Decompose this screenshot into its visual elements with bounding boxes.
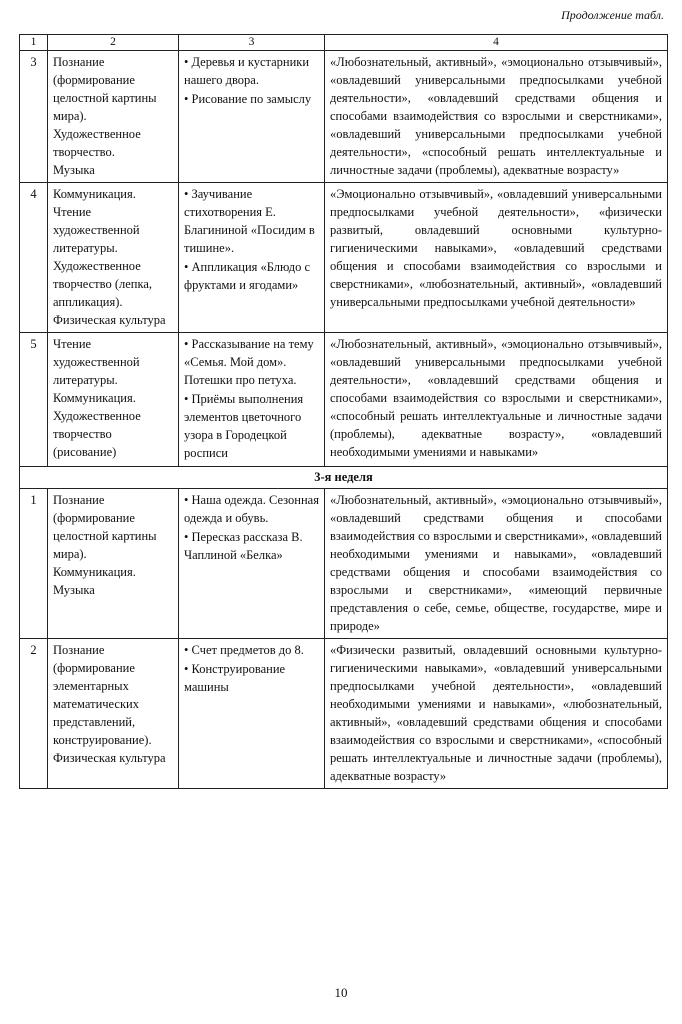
educational-areas-cell xyxy=(48,489,179,639)
activity-item: • Рисование по замыслу xyxy=(184,92,312,106)
continuation-label: Продолжение табл. xyxy=(561,8,664,22)
integrative-qualities-cell: «Физически развитый, овладевший основными культурно-гигиеническими навыками», «овладевший универсальными предпосылками учебной деятельности», «овладевший необходимыми умениями и навыками», «любознательный, активный», «овладевший средствами общения и способами взаимодействия со взрослыми и сверстниками», «способный решать интеллектуальные и личностные задачи (проблемы), адекватные возрасту» xyxy=(325,639,668,789)
header-col-2: 2 xyxy=(48,35,179,51)
integrative-qualities-cell: «Любознательный, активный», «эмоционально отзывчивый», «овладевший универсальными предпосылками учебной деятельности», «овладевший средствами общения и способами взаимодействия со взрослыми и сверстниками», «овладевший универсальными предпосылками учебной деятельности», «способный решать интеллектуальные и личностные задачи (проблемы), адекватные возрасту» xyxy=(325,51,668,183)
curriculum-table xyxy=(19,34,668,789)
area-item: Художественное творчество (рисование) xyxy=(53,409,141,459)
area-item: Художественное творчество (лепка, аппликация). xyxy=(53,259,153,309)
header-col-4: 4 xyxy=(325,35,668,51)
row-number: 4 xyxy=(20,183,48,333)
row-number: 2 xyxy=(20,639,48,789)
table-row xyxy=(20,183,668,333)
activity-item: • Счет предметов до 8. xyxy=(184,643,304,657)
area-item: Художественное творчество. xyxy=(53,127,141,159)
integrative-qualities-cell: «Любознательный, активный», «эмоционально отзывчивый», «овладевший средствами общения и способами взаимодействия со взрослыми и сверстниками», «овладевший необходимыми умениями и навыками», «овладевший средствами общения и способами взаимодействия со взрослыми и сверстниками», «имеющий первичные представления о себе, семье, обществе, государстве, мире и природе» xyxy=(325,489,668,639)
integrative-qualities-cell: «Эмоционально отзывчивый», «овладевший универсальными предпосылками учебной деятельности», «физически развитый, овладевший основными культурно-гигиеническими навыками», «овладевший средствами общения и способами взаимодействия со взрослыми и сверстниками», «любознательный, активный», «овладевший универсальными предпосылками учебной деятельности» xyxy=(325,183,668,333)
activity-item: • Приёмы выполнения элементов цветочного узора в Городецкой росписи xyxy=(184,392,304,460)
area-item: Познание (формирование целостной картины мира). xyxy=(53,493,157,561)
area-item: Познание (формирование элементарных математических представлений, конструирование). xyxy=(53,643,152,747)
activities-cell xyxy=(179,183,325,333)
activities-cell xyxy=(179,333,325,467)
area-item: Чтение художественной литературы. xyxy=(53,337,140,387)
educational-areas-cell xyxy=(48,183,179,333)
week-header-row xyxy=(20,467,668,489)
educational-areas-cell xyxy=(48,51,179,183)
row-number: 1 xyxy=(20,489,48,639)
column-number-row xyxy=(20,35,668,51)
row-number: 5 xyxy=(20,333,48,467)
area-item: Физическая культура xyxy=(53,313,166,327)
educational-areas-cell xyxy=(48,639,179,789)
activity-item: • Наша одежда. Сезонная одежда и обувь. xyxy=(184,493,319,525)
area-item: Музыка xyxy=(53,583,95,597)
activity-item: • Заучивание стихотворения Е. Благининой «Посидим в тишине». xyxy=(184,187,315,255)
week-label: 3-я неделя xyxy=(20,467,668,489)
integrative-qualities-cell: «Любознательный, активный», «эмоционально отзывчивый», «овладевший универсальными предпосылками учебной деятельности», «овладевший средствами общения и способами взаимодействия со взрослыми и сверстниками», «способный решать интеллектуальные и личностные задачи (проблемы), адекватные возрасту», «овладевший необходимыми умениями и навыками» xyxy=(325,333,668,467)
activity-item: • Пересказ рассказа В. Чаплиной «Белка» xyxy=(184,530,303,562)
page-number: 10 xyxy=(334,985,348,1000)
activity-item: • Деревья и кустарники нашего двора. xyxy=(184,55,310,87)
table-row xyxy=(20,639,668,789)
area-item: Коммуникация. xyxy=(53,391,136,405)
row-number: 3 xyxy=(20,51,48,183)
header-col-1: 1 xyxy=(20,35,48,51)
area-item: Музыка xyxy=(53,163,95,177)
area-item: Физическая культура xyxy=(53,751,166,765)
area-item: Чтение художественной литературы. xyxy=(53,205,140,255)
area-item: Коммуникация. xyxy=(53,565,136,579)
table-row xyxy=(20,489,668,639)
table-row xyxy=(20,333,668,467)
activities-cell xyxy=(179,51,325,183)
activity-item: • Рассказывание на тему «Семья. Мой дом». Потешки про петуха. xyxy=(184,337,314,387)
educational-areas-cell xyxy=(48,333,179,467)
activities-cell xyxy=(179,489,325,639)
area-item: Познание (формирование целостной картины мира). xyxy=(53,55,157,123)
area-item: Коммуникация. xyxy=(53,187,136,201)
activity-item: • Конструирование машины xyxy=(184,662,286,694)
activities-cell xyxy=(179,639,325,789)
table-row xyxy=(20,51,668,183)
header-col-3: 3 xyxy=(179,35,325,51)
activity-item: • Аппликация «Блюдо с фруктами и ягодами» xyxy=(184,260,311,292)
